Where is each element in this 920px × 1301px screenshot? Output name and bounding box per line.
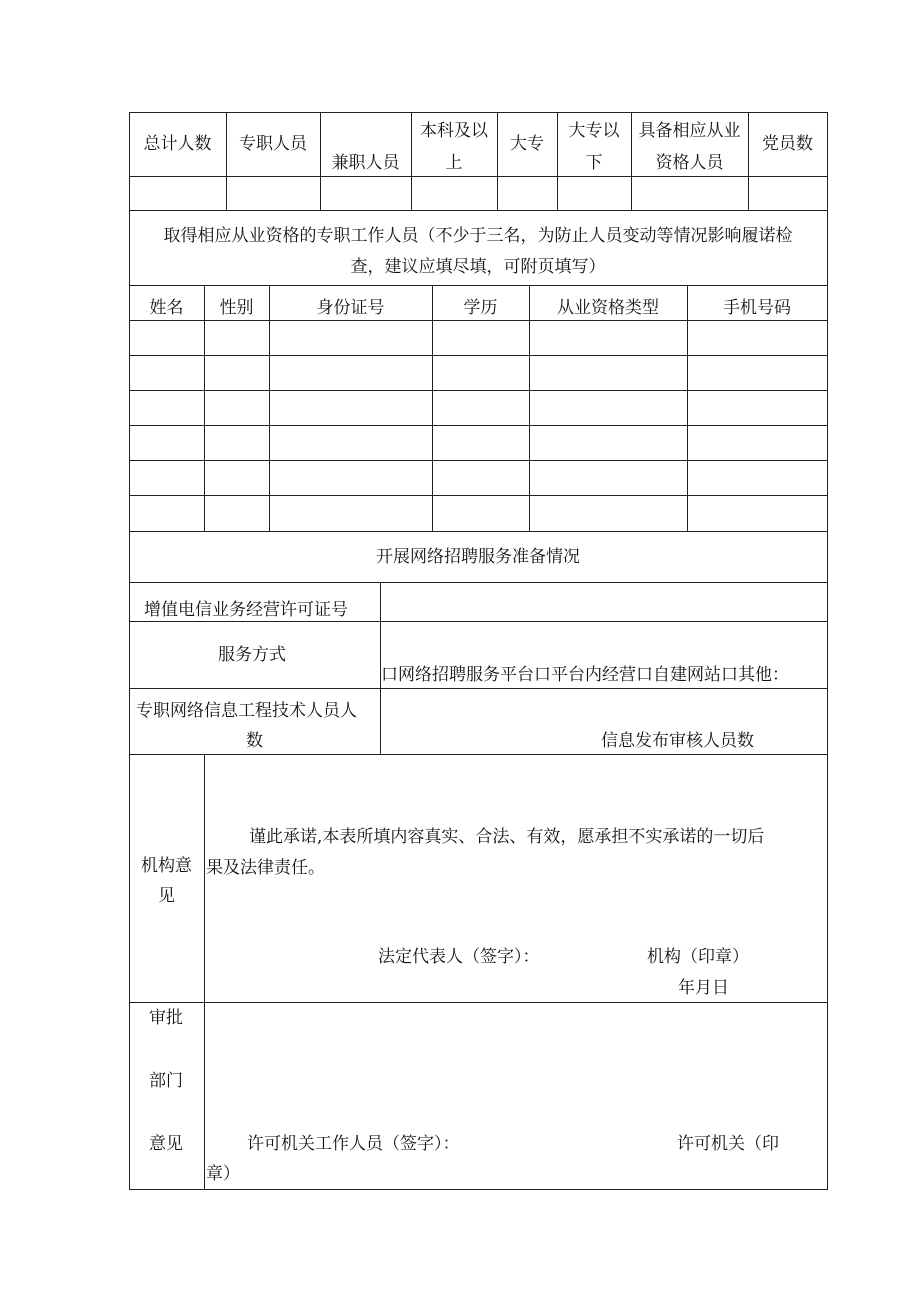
rule bbox=[129, 621, 828, 622]
rule bbox=[129, 176, 828, 177]
service-mode-options: 口网络招聘服务平台口平台内经营口自建网站口其他： bbox=[381, 665, 789, 685]
rule bbox=[129, 390, 828, 391]
rule bbox=[129, 355, 828, 356]
approval-authority-seal-line1: 许可机关（印 bbox=[677, 1134, 779, 1154]
network-section-title: 开展网络招聘服务准备情况 bbox=[376, 547, 580, 567]
rule bbox=[129, 460, 828, 461]
rule bbox=[204, 754, 205, 1189]
approval-label-line3: 意见 bbox=[149, 1134, 183, 1154]
header-fulltime-staff: 专职人员 bbox=[239, 134, 307, 154]
col-gender: 性别 bbox=[219, 298, 254, 318]
rule bbox=[432, 285, 433, 531]
header-below-college-line1: 大专以 bbox=[568, 121, 620, 141]
header-qualified-line2: 资格人员 bbox=[655, 153, 724, 173]
approval-staff-signature-label: 许可机关工作人员（签字）： bbox=[247, 1134, 460, 1154]
rule bbox=[129, 425, 828, 426]
rule bbox=[129, 1189, 828, 1190]
col-education: 学历 bbox=[463, 298, 498, 318]
legal-rep-signature-label: 法定代表人（签字）： bbox=[378, 947, 540, 967]
rule bbox=[529, 285, 530, 531]
rule bbox=[129, 285, 828, 286]
rule bbox=[204, 285, 205, 531]
org-opinion-label-line1: 机构意 bbox=[141, 856, 192, 876]
tech-staff-label-line2: 数 bbox=[246, 731, 263, 751]
rule bbox=[129, 531, 828, 532]
staff-section-title-line2: 查，建议应填尽填，可附页填写） bbox=[350, 257, 606, 277]
approval-label-line1: 审批 bbox=[149, 1008, 183, 1028]
rule bbox=[497, 112, 498, 210]
rule bbox=[129, 1002, 828, 1003]
org-opinion-label-line2: 见 bbox=[158, 886, 175, 906]
header-qualified-line1: 具备相应从业 bbox=[638, 121, 741, 141]
approval-authority-seal-line2: 章） bbox=[206, 1164, 240, 1184]
header-below-college-line2: 下 bbox=[585, 153, 603, 173]
rule bbox=[129, 582, 828, 583]
col-qualification-type: 从业资格类型 bbox=[557, 298, 659, 318]
header-bachelor-line1: 本科及以 bbox=[420, 121, 488, 141]
header-college: 大专 bbox=[510, 134, 544, 154]
rule bbox=[269, 285, 270, 531]
tech-staff-label-line1: 专职网络信息工程技术人员人 bbox=[136, 701, 357, 721]
reviewers-count-label: 信息发布审核人员数 bbox=[601, 731, 754, 751]
approval-label-line2: 部门 bbox=[149, 1071, 183, 1091]
rule bbox=[129, 210, 828, 211]
service-mode-label: 服务方式 bbox=[218, 645, 286, 665]
header-parttime-staff: 兼职人员 bbox=[331, 153, 400, 173]
rule bbox=[129, 112, 828, 113]
rule bbox=[226, 112, 227, 210]
header-total-count: 总计人数 bbox=[143, 134, 212, 154]
rule bbox=[748, 112, 749, 210]
header-bachelor-line2: 上 bbox=[445, 153, 463, 173]
license-number-label: 增值电信业务经营许可证号 bbox=[144, 600, 348, 620]
pledge-text-line1: 谨此承诺,本表所填内容真实、合法、有效，愿承担不实承诺的一切后 bbox=[249, 827, 765, 847]
rule bbox=[129, 495, 828, 496]
rule bbox=[687, 285, 688, 531]
header-party-members: 党员数 bbox=[762, 134, 813, 154]
rule bbox=[129, 688, 828, 689]
org-date-label: 年月日 bbox=[678, 978, 729, 998]
pledge-text-line2: 果及法律责任。 bbox=[206, 858, 325, 878]
staff-section-title-line1: 取得相应从业资格的专职工作人员（不少于三名，为防止人员变动等情况影响履诺检 bbox=[163, 226, 793, 246]
col-phone: 手机号码 bbox=[723, 298, 791, 318]
col-name: 姓名 bbox=[149, 298, 184, 318]
org-seal-label: 机构（印章） bbox=[647, 947, 749, 967]
rule bbox=[129, 754, 828, 755]
col-id-number: 身份证号 bbox=[316, 298, 385, 318]
rule bbox=[827, 112, 828, 1190]
rule bbox=[129, 320, 828, 321]
